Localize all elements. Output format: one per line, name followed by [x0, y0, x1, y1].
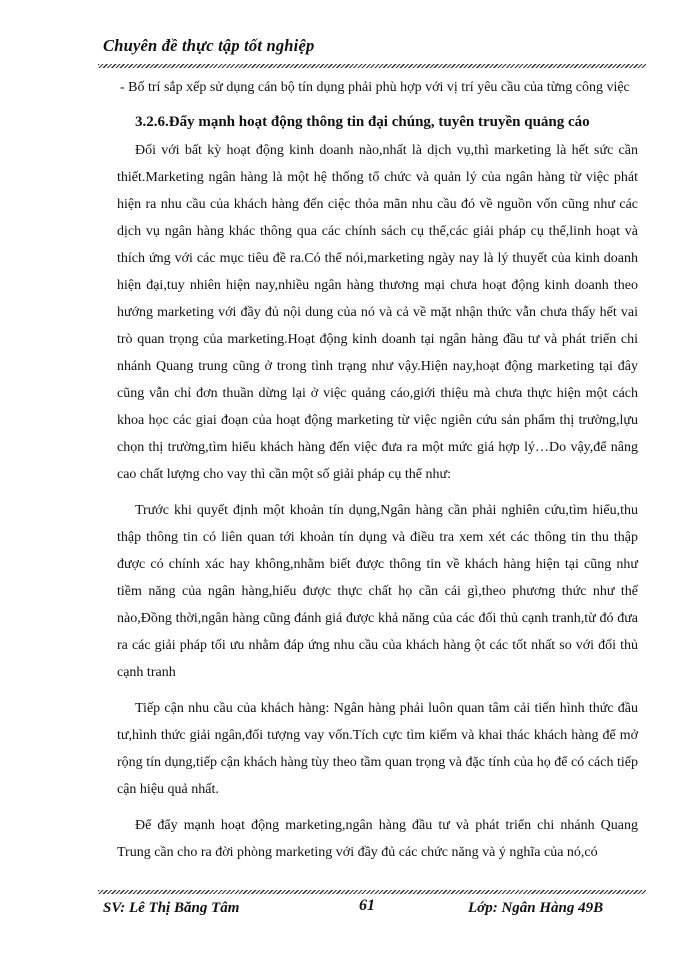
body-paragraph: Để đẩy mạnh hoạt động marketing,ngân hàng đầu tư và phát triển chi nhánh Quang Trung cần cho ra đời phòng marketing với đầy đủ các chức năng và ý nghĩa của nó,có	[117, 818, 638, 860]
footer-student-name: SV: Lê Thị Băng Tâm	[103, 900, 240, 916]
page-number: 61	[359, 897, 375, 914]
footer-divider	[98, 890, 646, 894]
header-divider	[98, 64, 646, 68]
footer-class-name: Lớp: Ngân Hàng 49B	[468, 900, 604, 916]
body-paragraph: Tiếp cận nhu cầu của khách hàng: Ngân hàng phải luôn quan tâm cải tiến hình thức đầu tư,hình thức giải ngân,đối tượng vay vốn.Tích cực tìm kiếm và khai thác khách hàng để mở rộng tín dụng,tiếp cận khách hàng tùy theo tầm quan trọng và đặc tính của họ để có cách tiếp cận hiệu quả nhất.	[117, 701, 638, 797]
section-heading: 3.2.6.Đẩy mạnh hoạt động thông tin đại chúng, tuyên truyền quảng cáo	[135, 114, 590, 130]
header-title: Chuyên đề thực tập tốt nghiệp	[103, 36, 315, 55]
dash-paragraph: - Bố trí sắp xếp sử dụng cán bộ tín dụng phải phù hợp với vị trí yêu cầu của từng công việc	[120, 80, 630, 95]
document-body	[117, 74, 638, 875]
body-paragraph: Trước khi quyết định một khoản tín dụng,Ngân hàng cần phải nghiên cứu,tìm hiểu,thu thập thông tin có liên quan tới khoản tín dụng và điều tra xem xét các thông tin thu thập được có chính xác hay không,nhằm biết được thông tin về khách hàng hiện tại cũng như tiềm năng của ngân hàng,hiểu được thực chất họ cần cái gì,theo phương thức như thế nào,Đồng thời,ngân hàng cũng đánh giá được khả năng của các đối thủ cạnh tranh,từ đó đưa ra các giải pháp tối ưu nhằm đáp ứng nhu cầu của khách hàng ột các tốt nhất so với đối thủ cạnh tranh	[117, 503, 638, 680]
body-paragraph: Đối với bất kỳ hoạt động kinh doanh nào,nhất là dịch vụ,thì marketing là hết sức cần thiết.Marketing ngân hàng là một hệ thống tổ chức và quản lý của ngân hàng từ việc phát hiện ra nhu cầu của khách hàng đến ciệc thỏa mãn nhu cầu đó về nguồn vốn cũng như các dịch vụ ngân hàng khác thông qua các chính sách cụ thể,các giải pháp cụ thể,linh hoạt và thích ứng với các mục tiêu đề ra.Có thể nói,marketing ngày nay là lý thuyết của kinh doanh hiện đại,tuy nhiên hiện nay,nhiều ngân hàng thương mại chưa hoạt động kinh doanh theo hướng marketing với đầy đủ nội dung của nó và cả về mặt nhận thức vẫn chưa thấy hết vai trò quan trọng của marketing.Hoạt động kinh doanh tại ngân hàng đầu tư và phát triển chi nhánh Quang trung cũng ở trong tình trạng như vậy.Hiện nay,hoạt động marketing tại đây cũng vẫn chỉ đơn thuần dừng lại ở việc quảng cáo,giới thiệu mà chưa thực hiện một cách khoa học các giai đoạn của hoạt động marketing từ việc ngiên cứu sản phẩm thị trường,lựu chọn thị trường,tìm hiểu khách hàng đến việc đưa ra một mức giá hợp lý…Do vậy,để nâng cao chất lượng cho vay thì cần một số giải pháp cụ thể như:	[117, 143, 638, 482]
